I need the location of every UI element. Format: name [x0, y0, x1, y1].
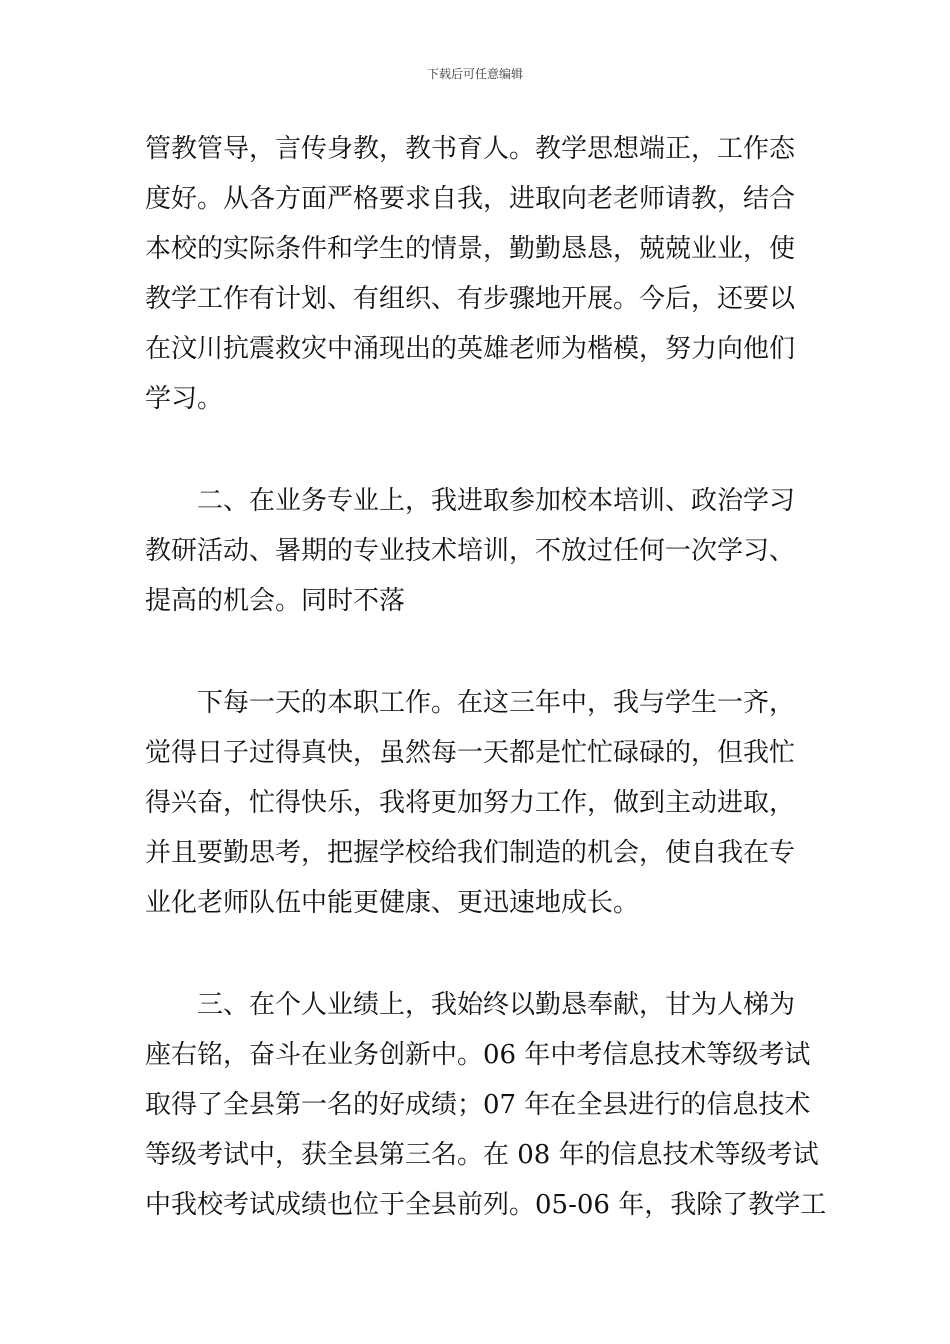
text-line: 在汶川抗震救灾中涌现出的英雄老师为楷模，努力向他们 — [145, 334, 796, 364]
text-line: 等级考试中，获全县第三名。在 08 年的信息技术等级考试 — [145, 1140, 819, 1170]
text-line: 管教管导，言传身教，教书育人。教学思想端正，工作态 — [145, 134, 796, 164]
text-line: 教学工作有计划、有组织、有步骤地开展。今后，还要以 — [145, 284, 796, 314]
text-line: 三、在个人业绩上，我始终以勤恳奉献，甘为人梯为 — [197, 990, 796, 1020]
document-body — [145, 124, 827, 1230]
page-header: 下载后可任意编辑 — [426, 67, 523, 81]
text-line: 度好。从各方面严格要求自我，进取向老老师请教，结合 — [145, 184, 796, 214]
text-line: 本校的实际条件和学生的情景，勤勤恳恳，兢兢业业，使 — [145, 234, 796, 264]
text-line: 觉得日子过得真快，虽然每一天都是忙忙碌碌的，但我忙 — [145, 738, 796, 768]
text-line: 座右铭，奋斗在业务创新中。06 年中考信息技术等级考试 — [145, 1040, 811, 1070]
paragraph-gap — [145, 928, 810, 980]
paragraph-2 — [145, 476, 810, 626]
text-line: 下每一天的本职工作。在这三年中，我与学生一齐， — [197, 688, 796, 718]
paragraph-1 — [145, 124, 810, 424]
text-line: 教研活动、暑期的专业技术培训，不放过任何一次学习、 — [145, 536, 796, 566]
paragraph-4 — [145, 980, 827, 1230]
paragraph-gap — [145, 424, 810, 476]
text-line: 业化老师队伍中能更健康、更迅速地成长。 — [145, 888, 640, 918]
text-line: 二、在业务专业上，我进取参加校本培训、政治学习 — [197, 486, 796, 516]
text-line: 中我校考试成绩也位于全县前列。05-06 年，我除了教学工 — [145, 1190, 827, 1220]
text-line: 取得了全县第一名的好成绩；07 年在全县进行的信息技术 — [145, 1090, 811, 1120]
text-line: 并且要勤思考，把握学校给我们制造的机会，使自我在专 — [145, 838, 796, 868]
paragraph-3 — [145, 678, 810, 928]
text-line: 提高的机会。同时不落 — [145, 586, 406, 616]
paragraph-gap — [145, 626, 810, 678]
text-line: 学习。 — [145, 384, 224, 414]
text-line: 得兴奋，忙得快乐，我将更加努力工作，做到主动进取， — [145, 788, 796, 818]
